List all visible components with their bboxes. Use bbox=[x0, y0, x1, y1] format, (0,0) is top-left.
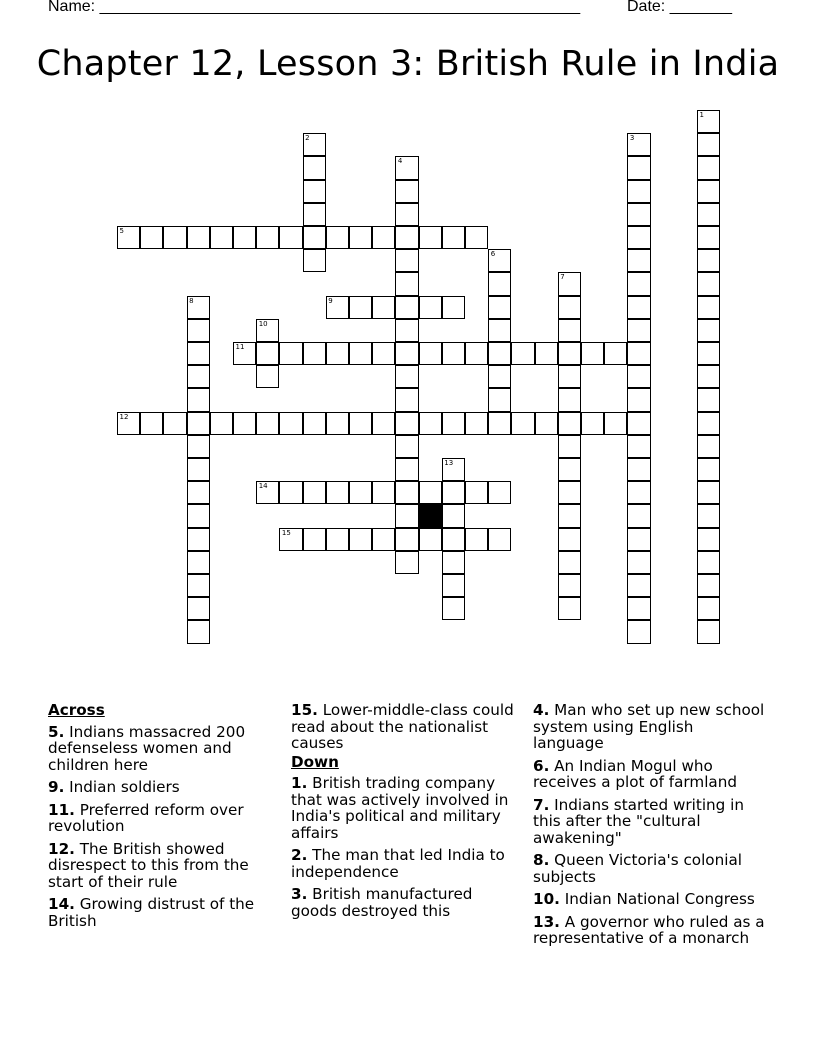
letter-cell[interactable] bbox=[488, 342, 511, 365]
letter-cell[interactable] bbox=[303, 412, 326, 435]
letter-cell[interactable] bbox=[163, 412, 186, 435]
clue-down-2: 2. The man that led India to independence bbox=[291, 846, 505, 881]
letter-cell[interactable] bbox=[395, 504, 418, 527]
letter-cell[interactable] bbox=[535, 412, 558, 435]
letter-cell[interactable] bbox=[419, 528, 442, 551]
letter-cell[interactable] bbox=[627, 342, 650, 365]
letter-cell[interactable] bbox=[627, 180, 650, 203]
clue-down-6: 6. An Indian Mogul who receives a plot of farmland bbox=[533, 756, 737, 791]
letter-cell[interactable] bbox=[140, 412, 163, 435]
letter-cell[interactable] bbox=[395, 412, 418, 435]
letter-cell[interactable] bbox=[465, 342, 488, 365]
letter-cell[interactable] bbox=[326, 412, 349, 435]
letter-cell[interactable] bbox=[697, 110, 720, 133]
letter-cell[interactable] bbox=[349, 226, 372, 249]
letter-cell[interactable] bbox=[279, 528, 302, 551]
letter-cell[interactable] bbox=[604, 342, 627, 365]
clue-across-9: 9. Indian soldiers bbox=[48, 778, 180, 796]
letter-cell[interactable] bbox=[558, 296, 581, 319]
letter-cell[interactable] bbox=[395, 342, 418, 365]
letter-cell[interactable] bbox=[581, 412, 604, 435]
letter-cell[interactable] bbox=[627, 272, 650, 295]
letter-cell[interactable] bbox=[233, 412, 256, 435]
clue-number: 7 bbox=[560, 273, 565, 282]
letter-cell[interactable] bbox=[233, 226, 256, 249]
letter-cell[interactable] bbox=[535, 342, 558, 365]
clue-down-3: 3. British manufactured goods destroyed this bbox=[291, 885, 473, 920]
letter-cell[interactable] bbox=[465, 481, 488, 504]
letter-cell[interactable] bbox=[372, 481, 395, 504]
clue-number: 1 bbox=[699, 111, 704, 119]
letter-cell[interactable] bbox=[256, 481, 279, 504]
letter-cell[interactable] bbox=[395, 528, 418, 551]
letter-cell[interactable] bbox=[697, 133, 720, 156]
black-cell bbox=[419, 504, 442, 527]
letter-cell[interactable] bbox=[627, 203, 650, 226]
letter-cell[interactable] bbox=[558, 481, 581, 504]
letter-cell[interactable] bbox=[627, 388, 650, 411]
letter-cell[interactable] bbox=[558, 319, 581, 342]
letter-cell[interactable] bbox=[627, 597, 650, 620]
letter-cell[interactable] bbox=[558, 388, 581, 411]
letter-cell[interactable] bbox=[395, 272, 418, 295]
letter-cell[interactable] bbox=[117, 226, 140, 249]
letter-cell[interactable] bbox=[395, 296, 418, 319]
letter-cell[interactable] bbox=[697, 342, 720, 365]
clue-number: 14 bbox=[258, 482, 268, 491]
letter-cell[interactable] bbox=[697, 388, 720, 411]
letter-cell[interactable] bbox=[326, 296, 349, 319]
clue-down-1: 1. British trading company that was actively involved in India's political and military affairs bbox=[291, 774, 509, 842]
letter-cell[interactable] bbox=[558, 365, 581, 388]
letter-cell[interactable] bbox=[349, 528, 372, 551]
letter-cell[interactable] bbox=[627, 620, 650, 643]
clue-down-7: 7. Indians started writing in this after the "cultural awakening" bbox=[533, 795, 744, 847]
clue-across-15: 15. Lower-middle-class could read about the nationalist causes bbox=[291, 701, 514, 752]
letter-cell[interactable] bbox=[558, 551, 581, 574]
letter-cell[interactable] bbox=[558, 342, 581, 365]
letter-cell[interactable] bbox=[187, 481, 210, 504]
letter-cell[interactable] bbox=[697, 226, 720, 249]
letter-cell[interactable] bbox=[279, 481, 302, 504]
letter-cell[interactable] bbox=[697, 319, 720, 342]
letter-cell[interactable] bbox=[488, 412, 511, 435]
letter-cell[interactable] bbox=[442, 296, 465, 319]
clue-number: 5 bbox=[119, 227, 124, 235]
letter-cell[interactable] bbox=[395, 180, 418, 203]
clue-down-8: 8. Queen Victoria's colonial subjects bbox=[533, 851, 742, 886]
letter-cell[interactable] bbox=[697, 156, 720, 179]
letter-cell[interactable] bbox=[187, 342, 210, 365]
letter-cell[interactable] bbox=[395, 481, 418, 504]
letter-cell[interactable] bbox=[488, 319, 511, 342]
letter-cell[interactable] bbox=[349, 481, 372, 504]
letter-cell[interactable] bbox=[187, 574, 210, 597]
clue-column-1 bbox=[48, 702, 280, 935]
letter-cell[interactable] bbox=[349, 412, 372, 435]
clue-across-11: 11. Preferred reform over revolution bbox=[48, 800, 244, 835]
letter-cell[interactable] bbox=[465, 528, 488, 551]
letter-cell[interactable] bbox=[187, 551, 210, 574]
letter-cell[interactable] bbox=[697, 249, 720, 272]
letter-cell[interactable] bbox=[697, 481, 720, 504]
letter-cell[interactable] bbox=[488, 249, 511, 272]
letter-cell[interactable] bbox=[326, 528, 349, 551]
letter-cell[interactable] bbox=[697, 504, 720, 527]
letter-cell[interactable] bbox=[395, 226, 418, 249]
letter-cell[interactable] bbox=[303, 180, 326, 203]
letter-cell[interactable] bbox=[697, 528, 720, 551]
letter-cell[interactable] bbox=[303, 481, 326, 504]
letter-cell[interactable] bbox=[303, 226, 326, 249]
clue-number: 4 bbox=[397, 157, 403, 166]
letter-cell[interactable] bbox=[303, 156, 326, 179]
clue-down-4: 4. Man who set up new school system using English language bbox=[533, 701, 765, 752]
letter-cell[interactable] bbox=[187, 296, 210, 319]
letter-cell[interactable] bbox=[697, 203, 720, 226]
letter-cell[interactable] bbox=[395, 365, 418, 388]
across-heading: Across bbox=[48, 701, 105, 719]
letter-cell[interactable] bbox=[395, 156, 418, 179]
letter-cell[interactable] bbox=[442, 528, 465, 551]
clue-down-13: 13. A governor who ruled as a representative of a monarch bbox=[533, 912, 765, 947]
letter-cell[interactable] bbox=[627, 435, 650, 458]
letter-cell[interactable] bbox=[326, 342, 349, 365]
letter-cell[interactable] bbox=[697, 180, 720, 203]
letter-cell[interactable] bbox=[256, 319, 279, 342]
letter-cell[interactable] bbox=[581, 342, 604, 365]
letter-cell[interactable] bbox=[697, 620, 720, 643]
letter-cell[interactable] bbox=[442, 226, 465, 249]
letter-cell[interactable] bbox=[465, 412, 488, 435]
clue-number: 9 bbox=[328, 296, 333, 305]
letter-cell[interactable] bbox=[256, 342, 279, 365]
letter-cell[interactable] bbox=[558, 435, 581, 458]
letter-cell[interactable] bbox=[627, 156, 650, 179]
letter-cell[interactable] bbox=[395, 435, 418, 458]
letter-cell[interactable] bbox=[627, 574, 650, 597]
letter-cell[interactable] bbox=[419, 296, 442, 319]
clue-number: 11 bbox=[235, 343, 245, 351]
letter-cell[interactable] bbox=[187, 620, 210, 643]
letter-cell[interactable] bbox=[187, 458, 210, 481]
letter-cell[interactable] bbox=[163, 226, 186, 249]
letter-cell[interactable] bbox=[627, 458, 650, 481]
letter-cell[interactable] bbox=[395, 551, 418, 574]
down-heading: Down bbox=[291, 752, 339, 771]
clue-column-2 bbox=[291, 702, 523, 925]
letter-cell[interactable] bbox=[627, 412, 650, 435]
letter-cell[interactable] bbox=[372, 412, 395, 435]
name-field-label: Name: ______________________________________________________ bbox=[48, 0, 581, 15]
letter-cell[interactable] bbox=[627, 504, 650, 527]
letter-cell[interactable] bbox=[558, 528, 581, 551]
clue-down-10: 10. Indian National Congress bbox=[533, 890, 755, 908]
letter-cell[interactable] bbox=[187, 435, 210, 458]
letter-cell[interactable] bbox=[279, 226, 302, 249]
letter-cell[interactable] bbox=[187, 504, 210, 527]
letter-cell[interactable] bbox=[627, 365, 650, 388]
clue-across-14: 14. Growing distrust of the British bbox=[48, 895, 255, 930]
letter-cell[interactable] bbox=[279, 412, 302, 435]
letter-cell[interactable] bbox=[488, 365, 511, 388]
clue-number: 8 bbox=[189, 296, 194, 305]
letter-cell[interactable] bbox=[442, 481, 465, 504]
letter-cell[interactable] bbox=[187, 365, 210, 388]
letter-cell[interactable] bbox=[511, 342, 534, 365]
letter-cell[interactable] bbox=[488, 296, 511, 319]
clue-across-5: 5. Indians massacred 200 defenseless women and children here bbox=[48, 722, 246, 774]
letter-cell[interactable] bbox=[372, 226, 395, 249]
letter-cell[interactable] bbox=[303, 342, 326, 365]
clue-number: 2 bbox=[305, 134, 310, 143]
date-field-label: Date: _______ bbox=[627, 0, 732, 15]
letter-cell[interactable] bbox=[442, 574, 465, 597]
letter-cell[interactable] bbox=[117, 412, 140, 435]
letter-cell[interactable] bbox=[604, 412, 627, 435]
letter-cell[interactable] bbox=[140, 226, 163, 249]
letter-cell[interactable] bbox=[442, 412, 465, 435]
clue-across-12: 12. The British showed disrespect to this from the start of their rule bbox=[48, 839, 249, 891]
letter-cell[interactable] bbox=[233, 342, 256, 365]
letter-cell[interactable] bbox=[697, 458, 720, 481]
letter-cell[interactable] bbox=[697, 597, 720, 620]
letter-cell[interactable] bbox=[488, 528, 511, 551]
clue-number: 3 bbox=[629, 134, 635, 143]
letter-cell[interactable] bbox=[187, 597, 210, 620]
letter-cell[interactable] bbox=[210, 412, 233, 435]
letter-cell[interactable] bbox=[442, 458, 465, 481]
letter-cell[interactable] bbox=[279, 342, 302, 365]
clue-number: 13 bbox=[444, 459, 454, 467]
letter-cell[interactable] bbox=[488, 388, 511, 411]
letter-cell[interactable] bbox=[558, 504, 581, 527]
clue-number: 12 bbox=[119, 412, 129, 421]
letter-cell[interactable] bbox=[372, 528, 395, 551]
letter-cell[interactable] bbox=[697, 435, 720, 458]
letter-cell[interactable] bbox=[697, 551, 720, 574]
letter-cell[interactable] bbox=[442, 597, 465, 620]
letter-cell[interactable] bbox=[256, 365, 279, 388]
letter-cell[interactable] bbox=[395, 458, 418, 481]
letter-cell[interactable] bbox=[627, 319, 650, 342]
letter-cell[interactable] bbox=[488, 481, 511, 504]
letter-cell[interactable] bbox=[697, 412, 720, 435]
letter-cell[interactable] bbox=[303, 528, 326, 551]
letter-cell[interactable] bbox=[419, 481, 442, 504]
letter-cell[interactable] bbox=[395, 203, 418, 226]
letter-cell[interactable] bbox=[326, 481, 349, 504]
letter-cell[interactable] bbox=[627, 551, 650, 574]
letter-cell[interactable] bbox=[349, 296, 372, 319]
letter-cell[interactable] bbox=[511, 412, 534, 435]
letter-cell[interactable] bbox=[442, 504, 465, 527]
letter-cell[interactable] bbox=[419, 412, 442, 435]
letter-cell[interactable] bbox=[187, 226, 210, 249]
letter-cell[interactable] bbox=[697, 272, 720, 295]
letter-cell[interactable] bbox=[442, 342, 465, 365]
clue-number: 6 bbox=[490, 250, 496, 259]
letter-cell[interactable] bbox=[372, 342, 395, 365]
clue-number: 10 bbox=[258, 319, 268, 328]
letter-cell[interactable] bbox=[627, 249, 650, 272]
letter-cell[interactable] bbox=[303, 203, 326, 226]
letter-cell[interactable] bbox=[697, 296, 720, 319]
letter-cell[interactable] bbox=[697, 574, 720, 597]
letter-cell[interactable] bbox=[558, 574, 581, 597]
letter-cell[interactable] bbox=[558, 458, 581, 481]
letter-cell[interactable] bbox=[395, 388, 418, 411]
letter-cell[interactable] bbox=[395, 249, 418, 272]
letter-cell[interactable] bbox=[210, 226, 233, 249]
letter-cell[interactable] bbox=[187, 412, 210, 435]
clue-column-3 bbox=[533, 702, 765, 953]
clue-number: 15 bbox=[281, 528, 291, 537]
letter-cell[interactable] bbox=[326, 226, 349, 249]
letter-cell[interactable] bbox=[303, 133, 326, 156]
letter-cell[interactable] bbox=[372, 296, 395, 319]
letter-cell[interactable] bbox=[395, 319, 418, 342]
letter-cell[interactable] bbox=[187, 319, 210, 342]
letter-cell[interactable] bbox=[419, 226, 442, 249]
letter-cell[interactable] bbox=[627, 296, 650, 319]
letter-cell[interactable] bbox=[627, 481, 650, 504]
letter-cell[interactable] bbox=[419, 342, 442, 365]
letter-cell[interactable] bbox=[558, 597, 581, 620]
letter-cell[interactable] bbox=[627, 226, 650, 249]
letter-cell[interactable] bbox=[697, 365, 720, 388]
letter-cell[interactable] bbox=[558, 412, 581, 435]
letter-cell[interactable] bbox=[442, 551, 465, 574]
letter-cell[interactable] bbox=[187, 388, 210, 411]
letter-cell[interactable] bbox=[488, 272, 511, 295]
letter-cell[interactable] bbox=[627, 528, 650, 551]
letter-cell[interactable] bbox=[187, 528, 210, 551]
letter-cell[interactable] bbox=[465, 226, 488, 249]
letter-cell[interactable] bbox=[303, 249, 326, 272]
letter-cell[interactable] bbox=[558, 272, 581, 295]
letter-cell[interactable] bbox=[349, 342, 372, 365]
page-title: Chapter 12, Lesson 3: British Rule in India bbox=[36, 44, 780, 84]
letter-cell[interactable] bbox=[627, 133, 650, 156]
letter-cell[interactable] bbox=[256, 412, 279, 435]
letter-cell[interactable] bbox=[256, 226, 279, 249]
